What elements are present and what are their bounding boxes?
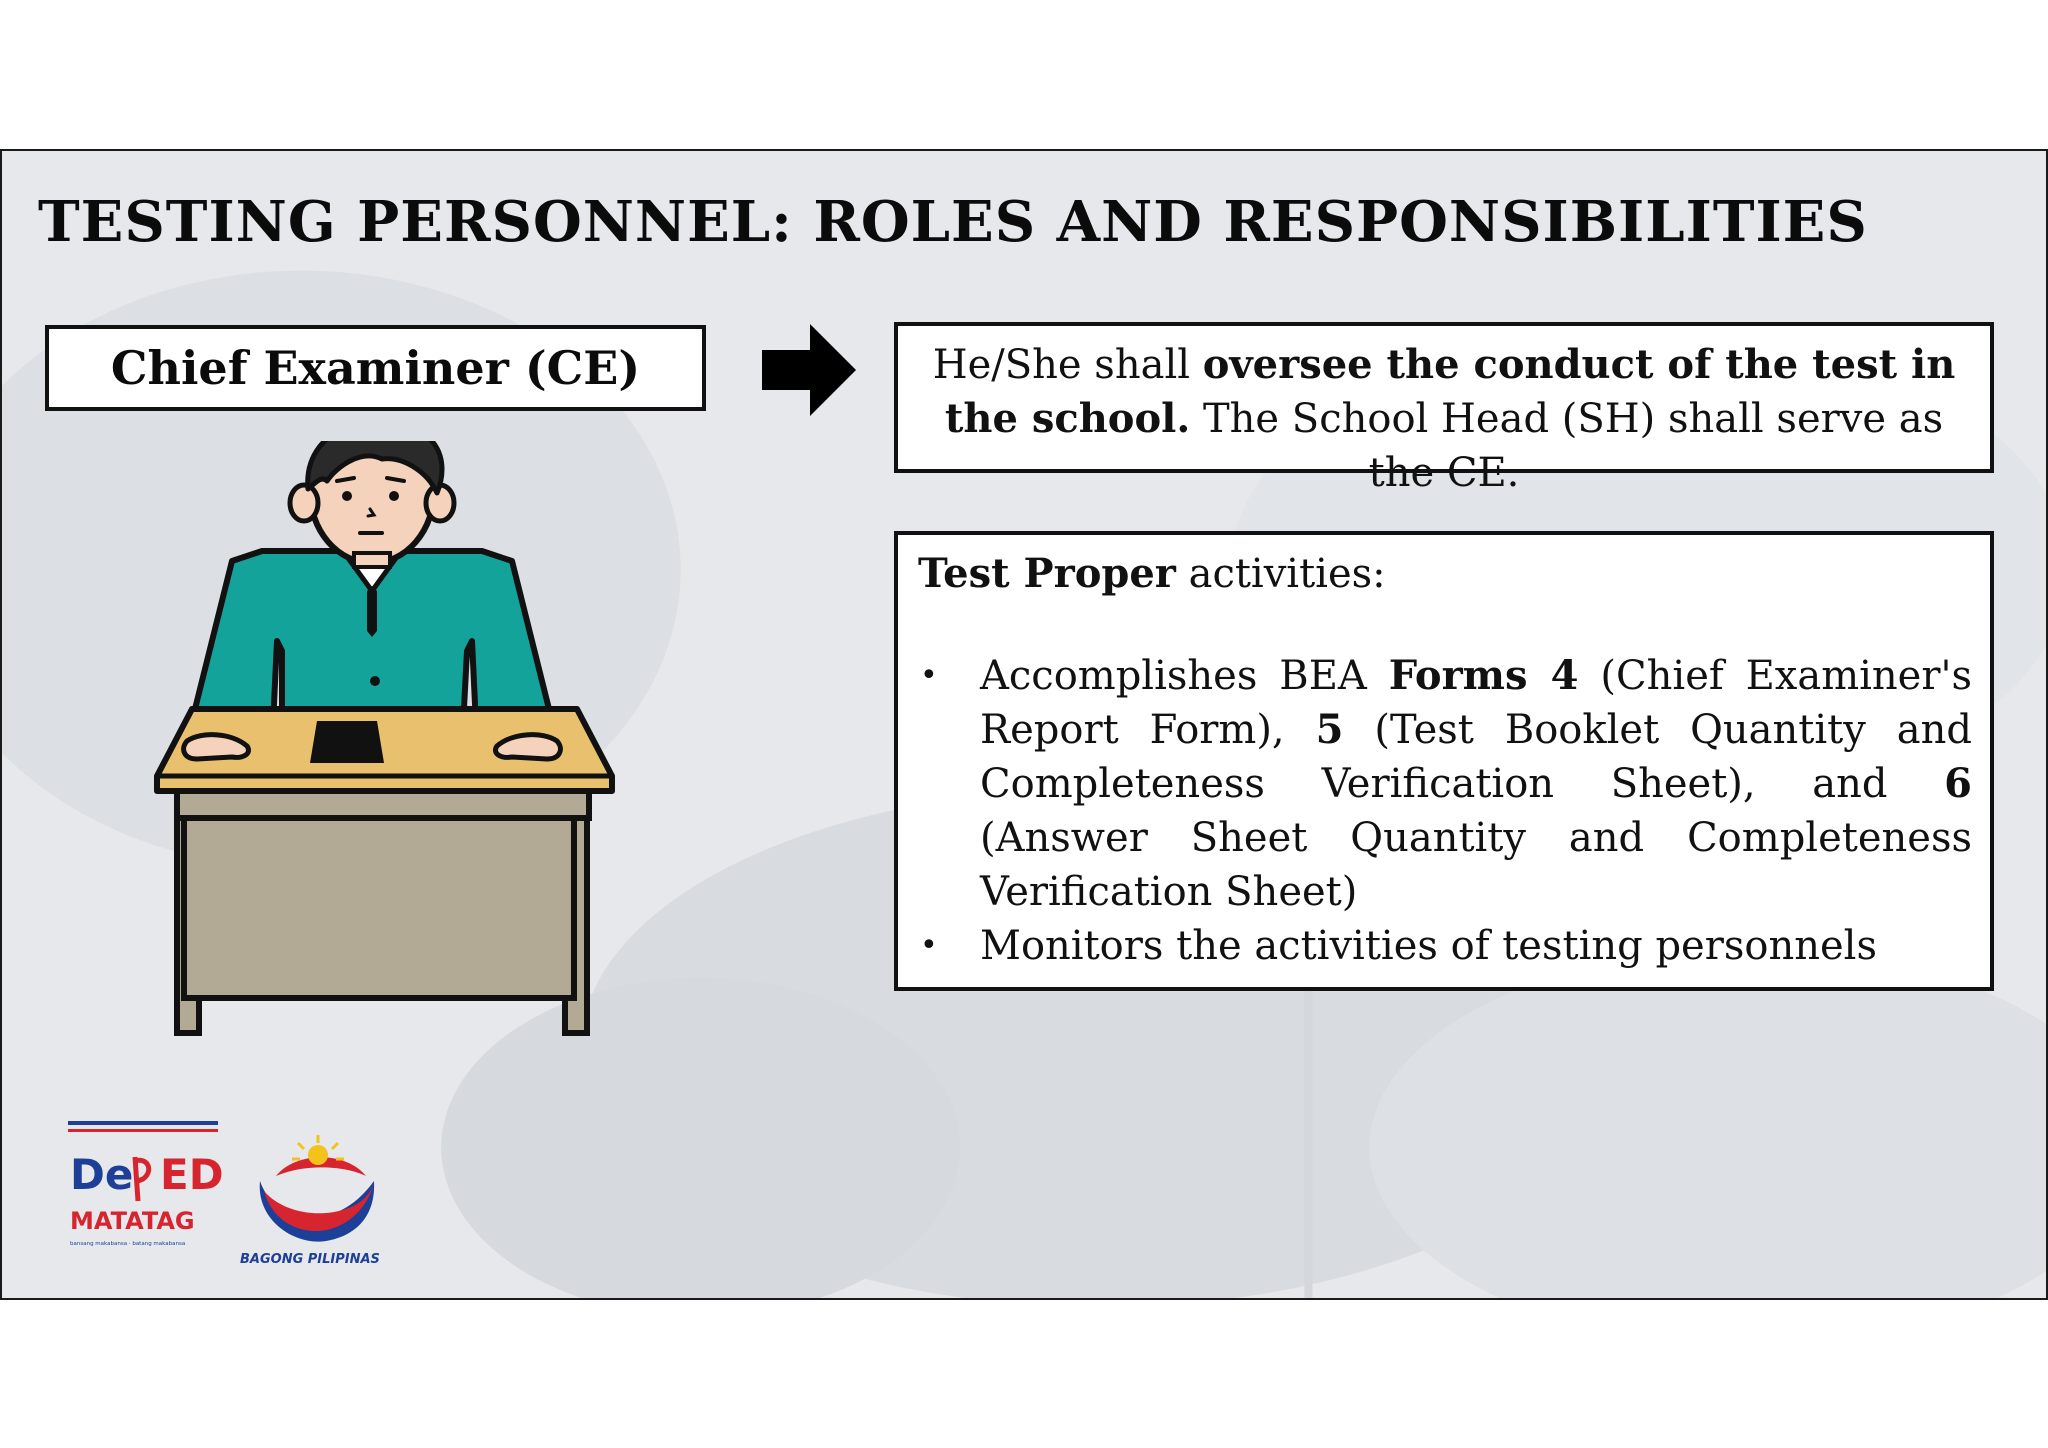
- footer-logos: [68, 1121, 408, 1271]
- list-item-text: Monitors the activities of testing personnels: [980, 923, 1877, 969]
- text-run-bold: Forms 4: [1388, 652, 1579, 699]
- list-item: [918, 919, 1972, 973]
- role-label: Chief Examiner (CE): [110, 341, 641, 395]
- slide-title: TESTING PERSONNEL: ROLES AND RESPONSIBILITIES: [38, 189, 1868, 255]
- deped-text-2: ED: [160, 1150, 224, 1199]
- slide: [0, 149, 2048, 1300]
- role-box: [45, 325, 706, 411]
- activities-box: [894, 531, 1994, 991]
- activities-heading-bold: Test Proper: [918, 550, 1176, 597]
- list-item: [918, 649, 1972, 919]
- bullet-icon: •: [920, 658, 938, 693]
- matatag-tagline: bansang makabansa · batang makabansa: [70, 1241, 186, 1247]
- list-item-text: [980, 649, 1972, 919]
- description-box: [894, 322, 1994, 496]
- deped-matatag-logo: [68, 1121, 226, 1271]
- description-rest: The School Head (SH) shall serve as the CE.: [1190, 396, 1944, 496]
- chief-examiner-illustration: [132, 441, 632, 1081]
- text-run: Accomplishes BEA: [980, 653, 1389, 699]
- text-run-bold: 6: [1944, 760, 1972, 807]
- bagong-pilipinas-logo: [236, 1121, 406, 1271]
- description-lead: He/She shall: [932, 342, 1203, 388]
- text-run-bold: 5: [1315, 706, 1344, 753]
- text-run: (Chief Examiner's Report Form),: [980, 653, 1972, 753]
- text-run: (Answer Sheet Quantity and Completeness Verification Sheet): [980, 815, 1972, 915]
- bullet-icon: •: [920, 928, 938, 963]
- activities-heading-rest: activities:: [1175, 551, 1386, 597]
- bagong-pilipinas-text: BAGONG PILIPINAS: [240, 1252, 380, 1267]
- deped-text-1: De: [70, 1150, 134, 1199]
- text-run: (Test Booklet Quantity and Completeness Verification Sheet), and: [980, 707, 1972, 807]
- arrow-right-icon: [762, 324, 856, 416]
- activities-heading: [918, 547, 1972, 601]
- matatag-text: MATATAG: [70, 1207, 195, 1235]
- description-bold: oversee the conduct of the test in the school.: [944, 341, 1956, 442]
